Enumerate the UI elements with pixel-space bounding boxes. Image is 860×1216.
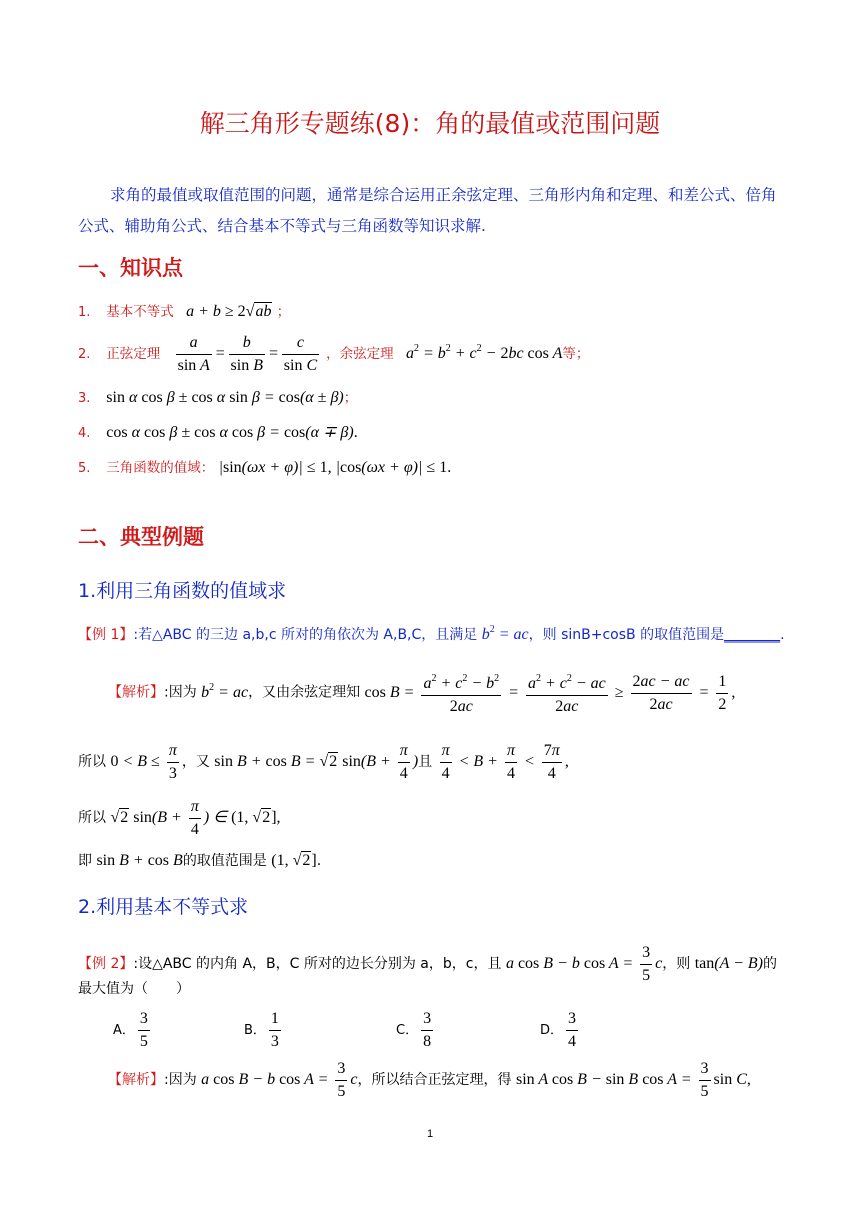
formula-sum-difference-cos: cos α cos β ± cos α cos β = cos(α ∓ β). (106, 424, 358, 441)
solution-1-line-4: 即 sin B + cos B的取值范围是 (1, √2]. (78, 852, 322, 869)
item-label: 正弦定理 (106, 346, 161, 363)
section2-heading: 二、典型例题 (78, 525, 204, 549)
example-text-2: ，则 sinB+cosB 的取值范围是 (528, 627, 725, 643)
solution-1-line-1: 【解析】:因为 $b^2$ = ac，又由余弦定理知 cos B = $\frac{a^2 + c^2 - b^2}{2ac}$ = $\frac{a^2 + c^2 - ac}{2ac}$ ≥ $\frac{2ac - ac}{2ac}$ = $\frac{1}{2}$ , (108, 668, 735, 718)
intro-paragraph: 求角的最值或取值范围的问题，通常是综合运用正余弦定理、三角形内角和定理、和差公式、倍角公式、辅助角公式、结合基本不等式与三角函数等知识求解. (78, 186, 777, 235)
example-tag: 【例 1】 (78, 627, 134, 643)
knowledge-item-5 (78, 456, 451, 477)
subsection2-heading: 2.利用基本不等式求 (78, 896, 249, 918)
item-label: 基本不等式 (106, 304, 174, 320)
subsection1-heading: 1.利用三角函数的值域求 (78, 580, 287, 602)
example-text: :设△ABC 的内角 A，B，C 所对的边长分别为 a，b，c，且 (133, 956, 502, 973)
example-2: 【例 2】:设△ABC 的内角 A，B，C 所对的边长分别为 a，b，c，且 a cos B − b cos A = $\frac{3}{5}$ c，则 tan(A − B)的 (78, 944, 777, 984)
knowledge-item-1: 1. 基本不等式 a + b ≥ 2√ab ； (78, 303, 291, 320)
solution-1-line-2: 所以 0 < B ≤ $\frac{\pi}{3}$ ，又 sin B + cos B = √2 sin(B + $\frac{\pi}{4}$ )且 $\frac{\pi}{4}$ < B + $\frac{\pi}{4}$ < $\frac{7\pi}{4}$ , (78, 742, 569, 782)
formula-sum-difference-sin: sin α cos β ± cos α sin β = cos(α ± β) (106, 389, 344, 406)
item-tail: 等； (562, 346, 590, 363)
item-number: 2. (78, 347, 91, 363)
solution-tag: 【解析】 (108, 1072, 164, 1089)
option-a[interactable]: A． $\frac{3}{5}$ (113, 1010, 148, 1050)
page-number: 1 (426, 1128, 434, 1140)
example-1: 【例 1】:若△ABC 的三边 a,b,c 所对的角依次为 A,B,C，且满足 $b^2$ = ac，则 sinB+cosB 的取值范围是________. (78, 624, 785, 643)
item-number: 5. (78, 461, 91, 476)
knowledge-item-4 (78, 422, 358, 442)
option-c[interactable]: C． $\frac{3}{8}$ (396, 1010, 432, 1050)
item-label: 三角函数的值域： (106, 460, 215, 476)
item-label-2: ，余弦定理 (326, 346, 394, 363)
item-number: 3. (78, 391, 91, 406)
example-2-line-2: 最大值为（ ） (78, 981, 190, 997)
knowledge-item-3: 3. sin α cos β ± cos α sin β = cos(α ± β)； (78, 389, 358, 406)
item-number: 1. (78, 305, 91, 320)
solution-1-line-3: 所以 √2 sin(B + $\frac{\pi}{4}$ ) ∈ (1, √2], (78, 798, 281, 838)
formula-am-gm: a + b ≥ 2√ab (186, 303, 272, 320)
option-b[interactable]: B． $\frac{1}{3}$ (244, 1010, 279, 1050)
page-title: 解三角形专题练(8)：角的最值或范围问题 (199, 109, 661, 138)
knowledge-item-2 (78, 332, 589, 377)
example-text: :若△ABC 的三边 a,b,c 所对的角依次为 A,B,C，且满足 (133, 627, 478, 643)
example-tag: 【例 2】 (78, 956, 134, 973)
formula-law-of-cosines: $a^2 = b^2 + c^2 - 2bc$ cos A (405, 343, 563, 363)
solution-tag: 【解析】 (108, 684, 164, 701)
option-d[interactable]: D． $\frac{3}{4}$ (540, 1010, 577, 1050)
item-number: 4. (78, 426, 91, 441)
solution-2-line-1: 【解析】:因为 a cos B − b cos A = $\frac{3}{5}$ c，所以结合正弦定理，得 sin A cos B − sin B cos A = $\frac{3}{5}$ sin C, (108, 1060, 751, 1100)
answer-blank: ________ (724, 627, 781, 643)
section1-heading: 一、知识点 (78, 256, 183, 280)
formula-trig-range: |sin(ωx + φ)| ≤ 1, |cos(ωx + φ)| ≤ 1. (218, 459, 452, 476)
formula-law-of-sines: $\frac{a}{\text{sin A}}$ = $\frac{b}{\text{sin B}}$ = $\frac{c}{\text{sin C}}$ (177, 334, 318, 374)
